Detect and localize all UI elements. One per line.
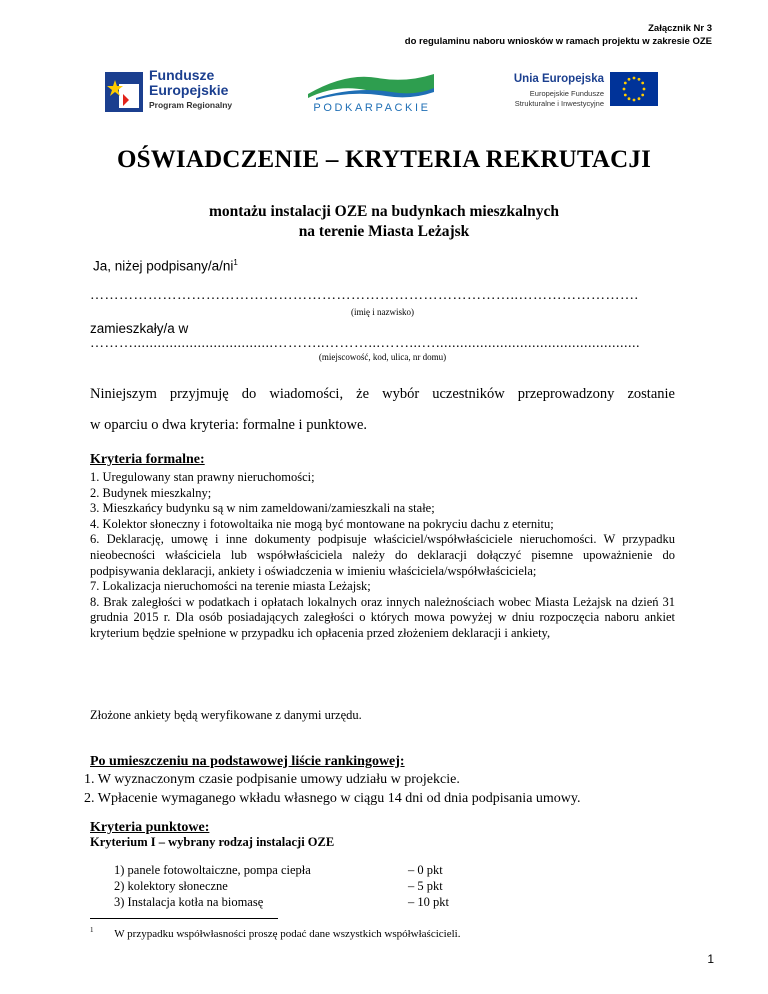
fe-logo-line2: Europejskie xyxy=(149,82,229,98)
footnote-mark: 1 xyxy=(90,926,94,934)
ranking-heading: Po umieszczeniu na podstawowej liście rankingowej: xyxy=(90,754,405,769)
list-item: 8. Brak zaległości w podatkach i opłatach lokalnych oraz innych należnościach wobec Miasta Leżajsk na dzień 31 grudnia 2015 r. Dla osób posiadających zaległości o których mowa powyżej w dniu rozpoczęcia naboru ankiet kryterium będzie spełnione w przypadku ich opłacenia przed złożeniem deklaracji i ankiety, xyxy=(90,594,675,640)
subtitle-line1: montażu instalacji OZE na budynkach mieszkalnych xyxy=(208,203,560,220)
footnote xyxy=(90,926,690,940)
fe-star-emblem-icon xyxy=(105,72,143,112)
points-options xyxy=(114,862,474,910)
ue-logo-line2: Europejskie Fundusze xyxy=(529,89,604,98)
points-criterion-title: Kryterium I – wybrany rodzaj instalacji OZE xyxy=(90,835,335,849)
attachment-description: do regulaminu naboru wniosków w ramach projektu w zakresie OZE xyxy=(404,36,712,47)
intro-paragraph xyxy=(90,382,675,438)
document-subtitle xyxy=(0,202,768,242)
formal-criteria-list xyxy=(90,470,675,642)
fe-logo-line1: Fundusze xyxy=(149,67,215,83)
podkarpackie-hills-icon xyxy=(306,68,436,100)
footnote-text: W przypadku współwłasności proszę podać dane wszystkich współwłaścicieli. xyxy=(114,927,461,940)
fe-logo-line3: Program Regionalny xyxy=(149,100,233,110)
ue-logo-line3: Strukturalne i Inwestycyjne xyxy=(514,99,604,108)
points-option-row xyxy=(114,878,474,894)
attachment-number: Załącznik Nr 3 xyxy=(648,23,712,34)
option-points: – 5 pkt xyxy=(408,879,443,893)
list-item: 4. Kolektor słoneczny i fotowoltaika nie mogą być montowane na pokryciu dachu z eternitu; xyxy=(90,516,554,531)
address-caption: (miejscowość, kod, ulica, nr domu) xyxy=(318,352,447,362)
points-option-row xyxy=(114,862,474,878)
footnote-ref: 1 xyxy=(233,258,238,267)
fundusze-europejskie-logo xyxy=(105,68,255,116)
name-caption: (imię i nazwisko) xyxy=(351,307,414,317)
points-criteria-heading: Kryteria punktowe: xyxy=(90,820,210,835)
formal-criteria-heading: Kryteria formalne: xyxy=(90,452,205,467)
list-item: 2. Wpłacenie wymaganego wkładu własnego w ciągu 14 dni od dnia podpisania umowy. xyxy=(84,791,581,806)
declarant-label: Ja, niżej podpisany/$a/ni^1$ xyxy=(93,258,238,274)
podkarpackie-wordmark: PODKARPACKIE xyxy=(313,102,431,114)
list-item: 7. Lokalizacja nieruchomości na terenie miasta Leżajsk; xyxy=(90,579,371,594)
intro-line1: Niniejszym przyjmuję do wiadomości, że wybór uczestników przeprowadzony zostanie xyxy=(90,386,675,402)
name-fill-line[interactable]: ……………………………………………………………………………..……………………. xyxy=(90,288,639,303)
list-item: 2. Budynek mieszkalny; xyxy=(90,485,212,500)
option-label: 2) kolektory słoneczne xyxy=(114,879,228,893)
unia-europejska-logo xyxy=(490,72,665,117)
list-item: 6. Deklarację, umowę i inne dokumenty podpisuje właściciel/współwłaściciele nieruchomości. W przypadku nieobecności właściciela lub współwłaściciela należy do deklaracji dołączyć pisemne upoważnienie do podpisywania deklaracji, ankiety i oświadczenia w imieniu właściciela/współwłaściciela; xyxy=(90,532,675,578)
verification-note: Złożone ankiety będą weryfikowane z danymi urzędu. xyxy=(90,708,362,722)
address-label: zamieszkały/a w xyxy=(90,321,189,336)
address-fill-line[interactable]: ………...................................………..………...……...…................................................... xyxy=(90,336,640,351)
ue-logo-line1: Unia Europejska xyxy=(513,73,604,85)
page-number: 1 xyxy=(707,952,714,966)
list-item: 3. Mieszkańcy budynku są w nim zameldowani/zamieszkali na stałe; xyxy=(90,501,435,516)
logo-bar xyxy=(0,62,768,122)
intro-line2: w oparciu o dwa kryteria: formalne i punktowe. xyxy=(90,417,368,433)
document-title: OŚWIADCZENIE – KRYTERIA REKRUTACJI xyxy=(116,146,652,173)
option-points: – 0 pkt xyxy=(408,863,443,877)
ranking-steps xyxy=(84,770,684,808)
list-item: 1. Uregulowany stan prawny nieruchomości; xyxy=(90,470,315,484)
podkarpackie-logo xyxy=(298,68,448,120)
footnote-separator xyxy=(90,918,278,919)
list-item: 1. W wyznaczonym czasie podpisanie umowy udziału w projekcie. xyxy=(84,772,460,787)
eu-flag-icon xyxy=(610,72,658,106)
subtitle-line2: na terenie Miasta Leżajsk xyxy=(298,223,470,240)
points-option-row xyxy=(114,894,474,910)
option-points: – 10 pkt xyxy=(408,895,449,909)
option-label: 3) Instalacja kotła na biomasę xyxy=(114,895,264,909)
attachment-header xyxy=(405,22,712,48)
option-label: 1) panele fotowoltaiczne, pompa ciepła xyxy=(114,863,311,877)
